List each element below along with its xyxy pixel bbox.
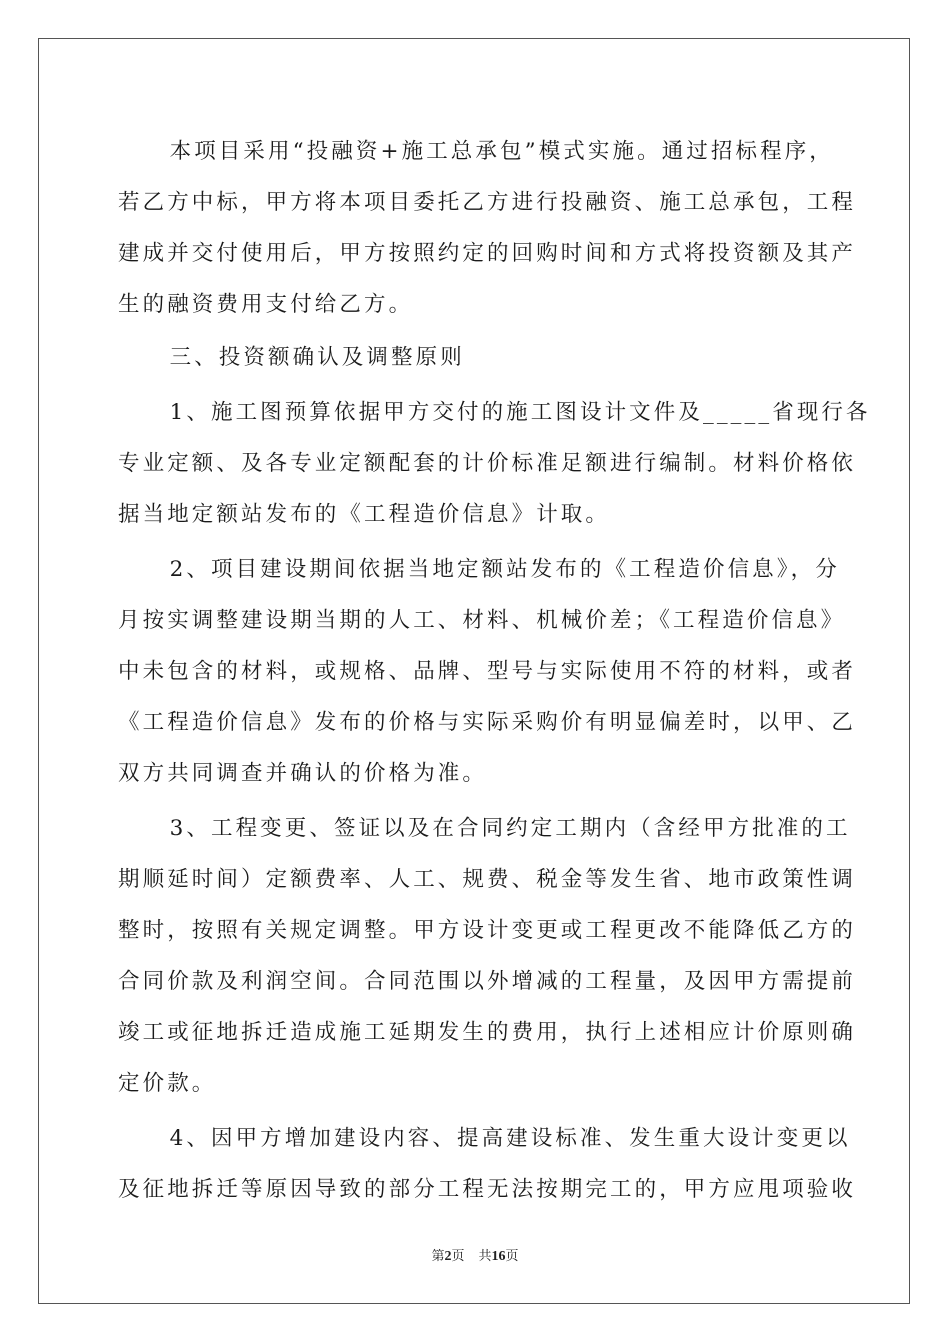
text-line: 中未包含的材料，或规格、品牌、型号与实际使用不符的材料，或者 bbox=[118, 659, 857, 684]
text-line: 竣工或征地拆迁造成施工延期发生的费用，执行上述相应计价原则确 bbox=[118, 1020, 857, 1045]
paragraph-1 bbox=[118, 126, 857, 330]
text-line: 3、工程变更、签证以及在合同约定工期内（含经甲方批准的工 bbox=[169, 816, 851, 841]
text-line: 1、施工图预算依据甲方交付的施工图设计文件及_____省现行各 bbox=[169, 400, 871, 425]
text-line: 本项目采用“投融资+施工总承包”模式实施。通过招标程序， bbox=[169, 139, 834, 164]
text-line: 2、项目建设期间依据当地定额站发布的《工程造价信息》，分 bbox=[169, 557, 840, 582]
text-line: 生的融资费用支付给乙方。 bbox=[118, 292, 414, 317]
total-pages: 16 bbox=[491, 1249, 506, 1264]
text-line: 月按实调整建设期当期的人工、材料、机械价差；《工程造价信息》 bbox=[118, 608, 846, 633]
text-line: 4、因甲方增加建设内容、提高建设标准、发生重大设计变更以 bbox=[169, 1126, 851, 1151]
text-line: 及征地拆迁等原因导致的部分工程无法按期完工的，甲方应甩项验收 bbox=[118, 1177, 857, 1202]
paragraph-item-2 bbox=[118, 544, 857, 799]
text-line: 定价款。 bbox=[118, 1071, 217, 1096]
text-line: 专业定额、及各专业定额配套的计价标准足额进行编制。材料价格依 bbox=[118, 451, 857, 476]
paragraph-item-3 bbox=[118, 803, 857, 1109]
text-line: 据当地定额站发布的《工程造价信息》计取。 bbox=[118, 502, 611, 527]
paragraph-item-4 bbox=[118, 1113, 857, 1215]
page-number: 2 bbox=[444, 1249, 452, 1264]
text-line: 整时，按照有关规定调整。甲方设计变更或工程更改不能降低乙方的 bbox=[118, 918, 857, 943]
text-line: 若乙方中标，甲方将本项目委托乙方进行投融资、施工总承包，工程 bbox=[118, 190, 857, 215]
text-line: 《工程造价信息》发布的价格与实际采购价有明显偏差时，以甲、乙 bbox=[118, 710, 857, 735]
text-line: 三、投资额确认及调整原则 bbox=[169, 345, 465, 370]
text-line: 合同价款及利润空间。合同范围以外增减的工程量，及因甲方需提前 bbox=[118, 969, 857, 994]
section-heading bbox=[118, 332, 834, 383]
text-line: 双方共同调查并确认的价格为准。 bbox=[118, 761, 488, 786]
total-suffix: 页 bbox=[505, 1249, 519, 1264]
document-body bbox=[118, 126, 871, 1219]
text-line: 建成并交付使用后，甲方按照约定的回购时间和方式将投资额及其产 bbox=[118, 241, 857, 266]
page-suffix: 页 bbox=[451, 1249, 465, 1264]
text-line: 期顺延时间）定额费率、人工、规费、税金等发生省、地市政策性调 bbox=[118, 867, 857, 892]
total-prefix: 共 bbox=[478, 1249, 492, 1264]
paragraph-item-1 bbox=[118, 387, 871, 540]
page-prefix: 第 bbox=[431, 1249, 445, 1264]
page-footer bbox=[0, 1245, 950, 1265]
